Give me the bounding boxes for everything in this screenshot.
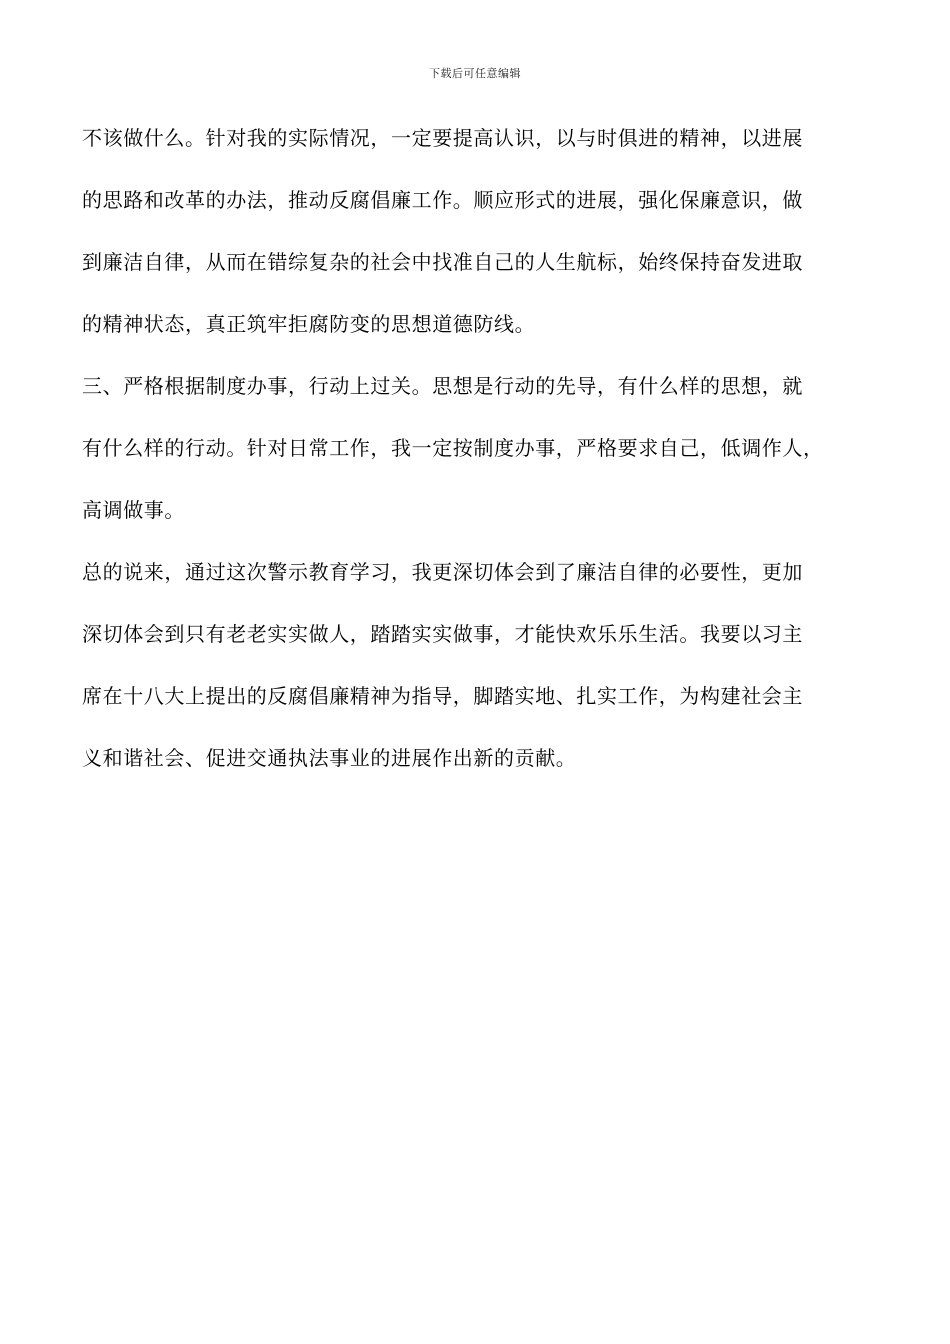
text-line: 的思路和改革的办法，推动反腐倡廉工作。顺应形式的进展，强化保廉意识，做 [82, 188, 803, 212]
paragraph-2 [82, 355, 872, 541]
text-line: 席在十八大上提出的反腐倡廉精神为指导，脚踏实地、扎实工作，为构建社会主 [82, 684, 803, 708]
text-line: 高调做事。 [82, 498, 185, 522]
paragraph-1 [82, 107, 872, 355]
text-line: 有什么样的行动。针对日常工作，我一定按制度办事，严格要求自己，低调作人， [82, 436, 824, 460]
text-line: 不该做什么。针对我的实际情况，一定要提高认识，以与时俱进的精神，以进展 [82, 126, 803, 150]
text-line: 三、严格根据制度办事，行动上过关。思想是行动的先导，有什么样的思想，就 [82, 374, 803, 398]
text-line: 的精神状态，真正筑牢拒腐防变的思想道德防线。 [82, 312, 536, 336]
text-line: 总的说来，通过这次警示教育学习，我更深切体会到了廉洁自律的必要性，更加 [82, 560, 803, 584]
paragraph-3 [82, 541, 872, 789]
page-header: 下载后可任意编辑 [429, 67, 521, 80]
document-body [82, 107, 872, 789]
text-line: 义和谐社会、促进交通执法事业的进展作出新的贡献。 [82, 746, 577, 770]
text-line: 深切体会到只有老老实实做人，踏踏实实做事，才能快欢乐乐生活。我要以习主 [82, 622, 803, 646]
text-line: 到廉洁自律，从而在错综复杂的社会中找准自己的人生航标，始终保持奋发进取 [82, 250, 803, 274]
